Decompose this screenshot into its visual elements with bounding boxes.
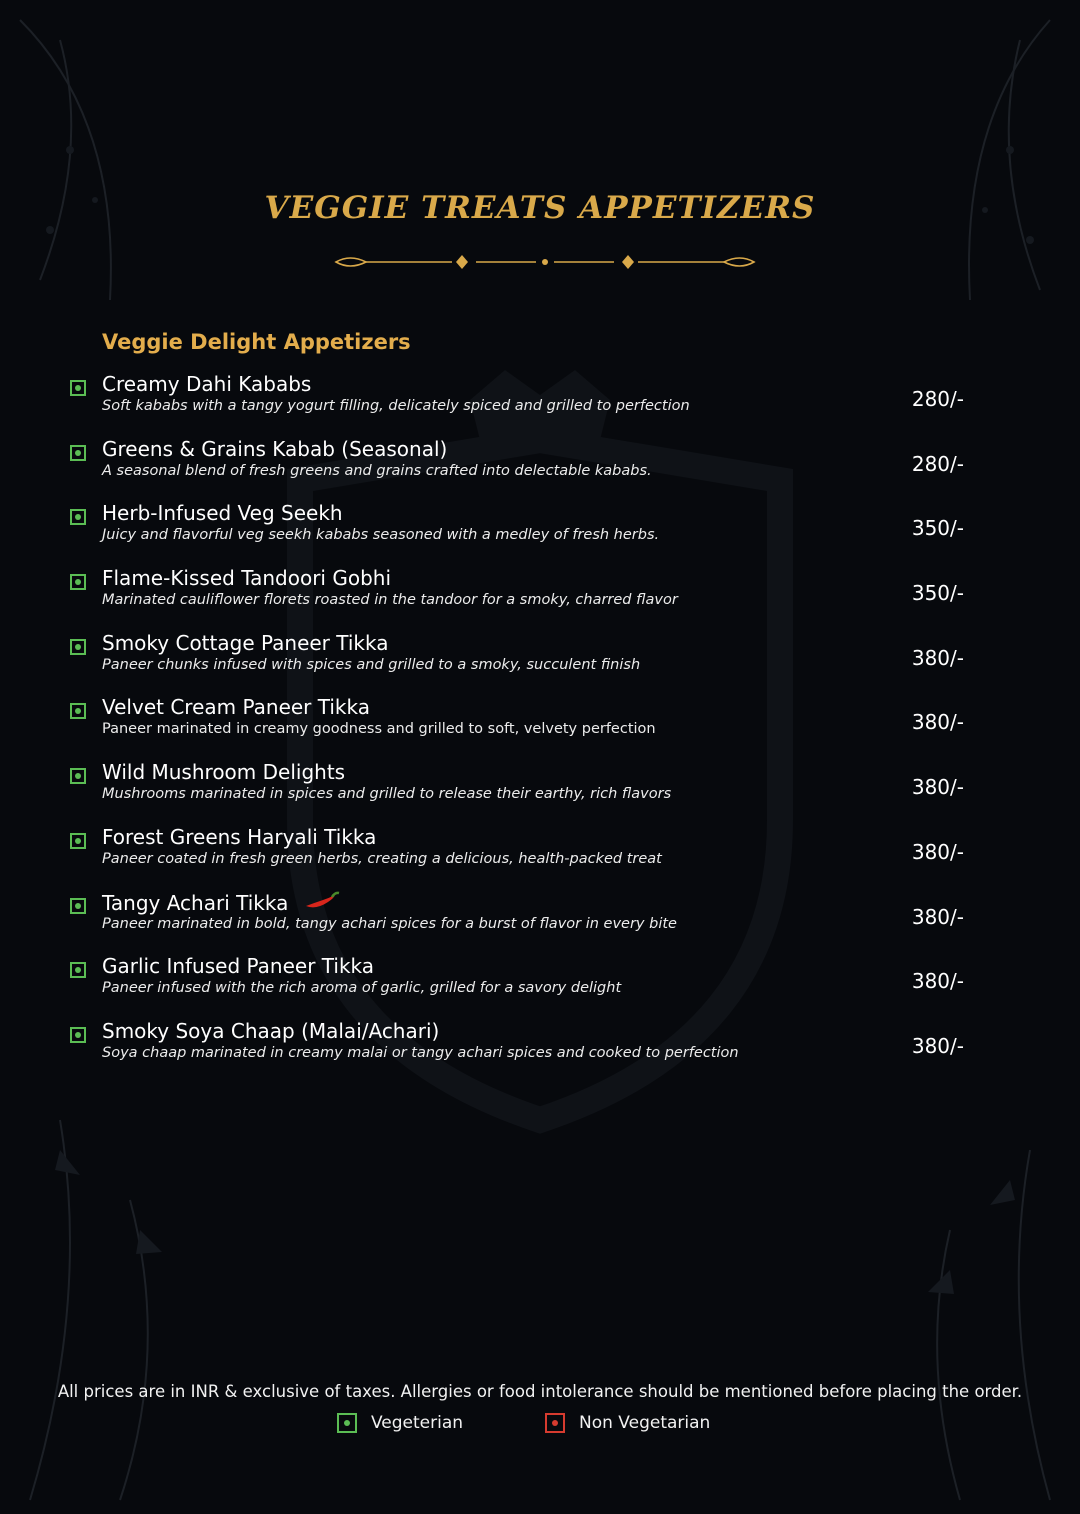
menu-item [0, 1017, 1080, 1082]
veg-symbol-icon [70, 833, 86, 849]
item-name: Smoky Soya Chaap (Malai/Achari) [102, 1018, 440, 1043]
page-title: VEGGIE TREATS APPETIZERS [264, 190, 816, 226]
veg-symbol-icon [70, 703, 86, 719]
item-description: Juicy and flavorful veg seekh kababs seasoned with a medley of fresh herbs. [102, 527, 660, 544]
section-heading: Veggie Delight Appetizers [102, 330, 411, 354]
menu-item [0, 758, 1080, 823]
item-description: Paneer infused with the rich aroma of garlic, grilled for a savory delight [102, 980, 622, 997]
item-description: Paneer marinated in creamy goodness and grilled to soft, velvety perfection [102, 721, 656, 738]
ornament-divider [330, 250, 760, 274]
item-description: Paneer marinated in bold, tangy achari spices for a burst of flavor in every bite [102, 915, 677, 932]
chili-pepper-icon [302, 890, 340, 912]
item-name: Garlic Infused Paneer Tikka [102, 954, 375, 979]
veg-symbol-icon [70, 445, 86, 461]
veg-symbol-icon [70, 380, 86, 396]
item-price: 280/- [911, 451, 964, 476]
item-price: 350/- [911, 581, 964, 606]
item-price: 380/- [911, 645, 964, 670]
item-price: 380/- [911, 710, 964, 735]
item-description: Mushrooms marinated in spices and grilled to release their earthy, rich flavors [102, 786, 672, 803]
menu-item [0, 888, 1080, 953]
menu-item [0, 693, 1080, 758]
item-price: 280/- [911, 387, 964, 411]
item-description: Soya chaap marinated in creamy malai or tangy achari spices and cooked to perfection [102, 1044, 739, 1061]
item-price: 380/- [911, 775, 964, 800]
legend-veg [337, 1413, 463, 1433]
item-name: Velvet Cream Paneer Tikka [102, 695, 370, 720]
legend-nonveg [545, 1413, 710, 1433]
footer-note: All prices are in INR & exclusive of taxes. Allergies or food intolerance should be mentioned before placing the order. [57, 1382, 1023, 1401]
item-name: Greens & Grains Kabab (Seasonal) [102, 436, 448, 461]
veg-symbol-icon [70, 768, 86, 784]
item-price: 380/- [911, 904, 964, 929]
item-price: 380/- [911, 969, 964, 994]
item-description: Soft kababs with a tangy yogurt filling, delicately spiced and grilled to perfection [102, 398, 690, 414]
item-name: Smoky Cottage Paneer Tikka [102, 630, 389, 655]
item-description: Marinated cauliflower florets roasted in the tandoor for a smoky, charred flavor [102, 592, 678, 609]
item-price: 350/- [911, 516, 964, 541]
veg-symbol-icon [70, 574, 86, 590]
item-name-wrapper [102, 890, 340, 915]
menu-item [0, 952, 1080, 1017]
veg-symbol-icon [70, 1027, 86, 1043]
item-name: Herb-Infused Veg Seekh [102, 501, 343, 526]
menu-item [0, 564, 1080, 629]
item-price: 380/- [911, 839, 964, 864]
menu-item [0, 629, 1080, 694]
menu-list [0, 370, 1080, 1082]
menu-item [0, 499, 1080, 564]
veg-symbol-icon [70, 509, 86, 525]
item-description: A seasonal blend of fresh greens and grains crafted into delectable kababs. [102, 462, 652, 479]
veg-symbol-icon [70, 962, 86, 978]
veg-symbol-icon [337, 1413, 357, 1433]
item-name: Tangy Achari Tikka [102, 890, 289, 915]
legend-nonveg-label: Non Vegetarian [579, 1413, 711, 1433]
item-description: Paneer chunks infused with spices and grilled to a smoky, succulent finish [102, 656, 641, 673]
nonveg-symbol-icon [545, 1413, 565, 1433]
menu-item [0, 823, 1080, 888]
item-name: Flame-Kissed Tandoori Gobhi [102, 566, 391, 591]
menu-item [0, 435, 1080, 500]
item-name: Creamy Dahi Kababs [102, 372, 312, 396]
item-description: Paneer coated in fresh green herbs, creating a delicious, health-packed treat [102, 850, 662, 867]
item-name: Forest Greens Haryali Tikka [102, 824, 377, 849]
legend-veg-label: Vegeterian [371, 1413, 464, 1433]
veg-symbol-icon [70, 898, 86, 914]
item-name: Wild Mushroom Delights [102, 760, 346, 785]
menu-item [0, 370, 1080, 435]
veg-symbol-icon [70, 639, 86, 655]
item-price: 380/- [911, 1033, 964, 1058]
legend [0, 1413, 1080, 1437]
